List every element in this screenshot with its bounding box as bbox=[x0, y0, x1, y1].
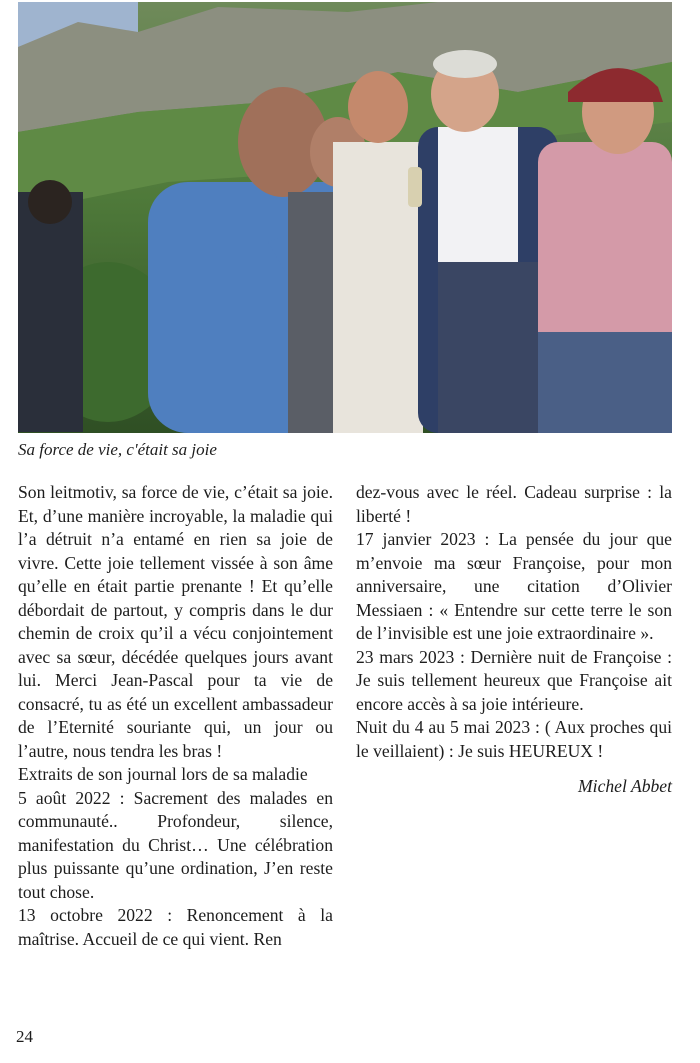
journal-entry: 13 octobre 2022 : Renoncement à la maîtrise. Accueil de ce qui vient. Ren bbox=[18, 905, 333, 949]
group-photo bbox=[18, 2, 672, 433]
article-right-column bbox=[356, 481, 672, 799]
journal-heading: Extraits de son journal lors de sa maladie bbox=[18, 764, 308, 784]
page-number: 24 bbox=[16, 1027, 33, 1046]
journal-entry: 23 mars 2023 : Dernière nuit de Françoise : Je suis tellement heureux que Françoise ait encore accès à sa joie intérieure. bbox=[356, 646, 672, 714]
journal-entry: 5 août 2022 : Sacrement des malades en communauté.. Profondeur, silence, manifestation du Christ… Une célébration plus puissante qu’une ordination, J’en reste tout chose. bbox=[18, 787, 333, 902]
author-signature: Michel Abbet bbox=[578, 776, 672, 796]
journal-entry: Nuit du 4 au 5 mai 2023 : ( Aux proches qui le veillaient) : Je suis HEUREUX ! bbox=[356, 717, 672, 761]
journal-entry: 17 janvier 2023 : La pensée du jour que m’envoie ma sœur Françoise, pour mon anniversaire, une citation d’Olivier Messiaen : « Entendre sur cette terre le son de l’invisible est une joie extraordinaire ». bbox=[356, 529, 672, 643]
photo-caption: Sa force de vie, c'était sa joie bbox=[18, 440, 217, 459]
article-paragraph: Son leitmotiv, sa force de vie, c’était sa joie. Et, d’une manière incroyable, la maladie qui l’a détruit n’a entamé en rien sa joie de vivre. Cette joie tellement vissée à son âme qu’elle en était partie prenante ! Et qu’elle débordait de partout, y compris dans le dur chemin de croix qu’il a vécu conjointement avec sa sœur, décédée quelques jours avant lui. Merci Jean-Pascal pour ta vie de consacré, tu as été un excellent ambassadeur de l’Eternité souriante qui, un jour ou l’autre, nous tendra les bras ! bbox=[18, 482, 333, 761]
journal-entry: dez-vous avec le réel. Cadeau surprise : la liberté ! bbox=[356, 482, 672, 526]
article-left-column bbox=[18, 481, 333, 951]
